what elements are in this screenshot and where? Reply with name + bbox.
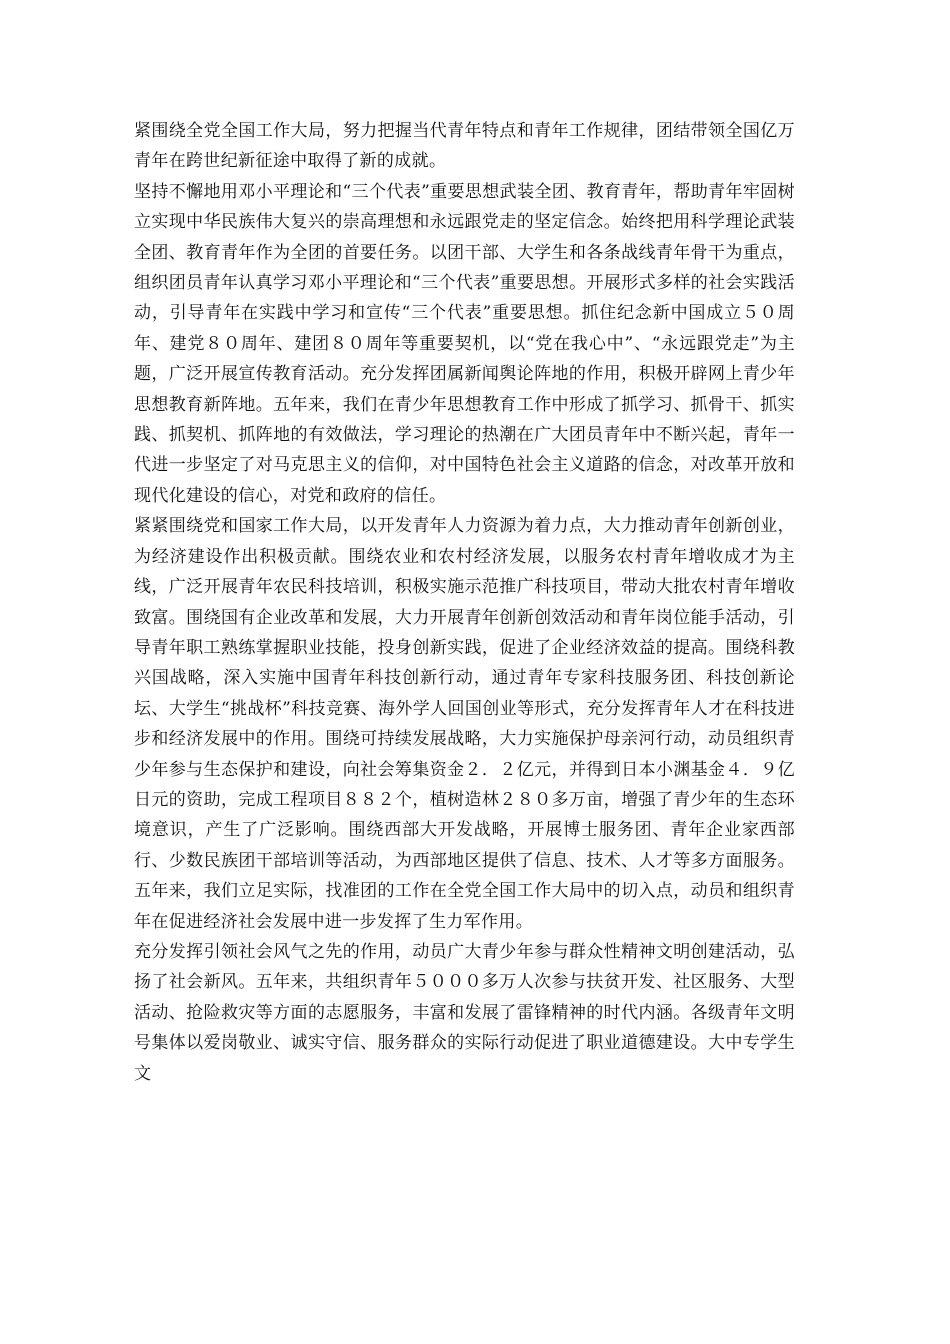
paragraph-2: 坚持不懈地用邓小平理论和“三个代表”重要思想武装全团、教育青年，帮助青年牢固树立实现中华民族伟大复兴的崇高理想和永远跟党走的坚定信念。始终把用科学理论武装全团、教育青年作为全团的首要任务。以团干部、大学生和各条战线青年骨干为重点，组织团员青年认真学习邓小平理论和“三个代表”重要思想。开展形式多样的社会实践活动，引导青年在实践中学习和宣传“三个代表”重要思想。抓住纪念新中国成立５０周年、建党８０周年、建团８０周年等重要契机，以“党在我心中”、“永远跟党走”为主题，广泛开展宣传教育活动。充分发挥团属新闻舆论阵地的作用，积极开辟网上青少年思想教育新阵地。五年来，我们在青少年思想教育工作中形成了抓学习、抓骨干、抓实践、抓契机、抓阵地的有效做法，学习理论的热潮在广大团员青年中不断兴起，青年一代进一步坚定了对马克思主义的信仰，对中国特色社会主义道路的信念，对改革开放和现代化建设的信心，对党和政府的信任。 (134, 181, 795, 506)
paragraph-4: 充分发挥引领社会风气之先的作用，动员广大青少年参与群众性精神文明创建活动，弘扬了社会新风。五年来，共组织青年５０００多万人次参与扶贫开发、社区服务、大型活动、抢险救灾等方面的志愿服务，丰富和发展了雷锋精神的时代内涵。各级青年文明号集体以爱岗敬业、诚实守信、服务群众的实际行动促进了职业道德建设。大中专学生文 (134, 941, 795, 1084)
document-body (134, 116, 795, 1089)
paragraph-1: 紧围绕全党全国工作大局，努力把握当代青年特点和青年工作规律，团结带领全国亿万青年在跨世纪新征途中取得了新的成就。 (134, 121, 795, 172)
paragraph-3: 紧紧围绕党和国家工作大局，以开发青年人力资源为着力点，大力推动青年创新创业，为经济建设作出积极贡献。围绕农业和农村经济发展，以服务农村青年增收成才为主线，广泛开展青年农民科技培训，积极实施示范推广科技项目，带动大批农村青年增收致富。围绕国有企业改革和发展，大力开展青年创新创效活动和青年岗位能手活动，引导青年职工熟练掌握职业技能，投身创新实践，促进了企业经济效益的提高。围绕科教兴国战略，深入实施中国青年科技创新行动，通过青年专家科技服务团、科技创新论坛、大学生“挑战杯”科技竞赛、海外学人回国创业等形式，充分发挥青年人才在科技进步和经济发展中的作用。围绕可持续发展战略，大力实施保护母亲河行动，动员组织青少年参与生态保护和建设，向社会筹集资金２．２亿元，并得到日本小渊基金４．９亿日元的资助，完成工程项目８８２个，植树造林２８０多万亩，增强了青少年的生态环境意识，产生了广泛影响。围绕西部大开发战略，开展博士服务团、青年企业家西部行、少数民族团干部培训等活动，为西部地区提供了信息、技术、人才等多方面服务。五年来，我们立足实际，找准团的工作在全党全国工作大局中的切入点，动员和组织青年在促进经济社会发展中进一步发挥了生力军作用。 (134, 516, 795, 932)
